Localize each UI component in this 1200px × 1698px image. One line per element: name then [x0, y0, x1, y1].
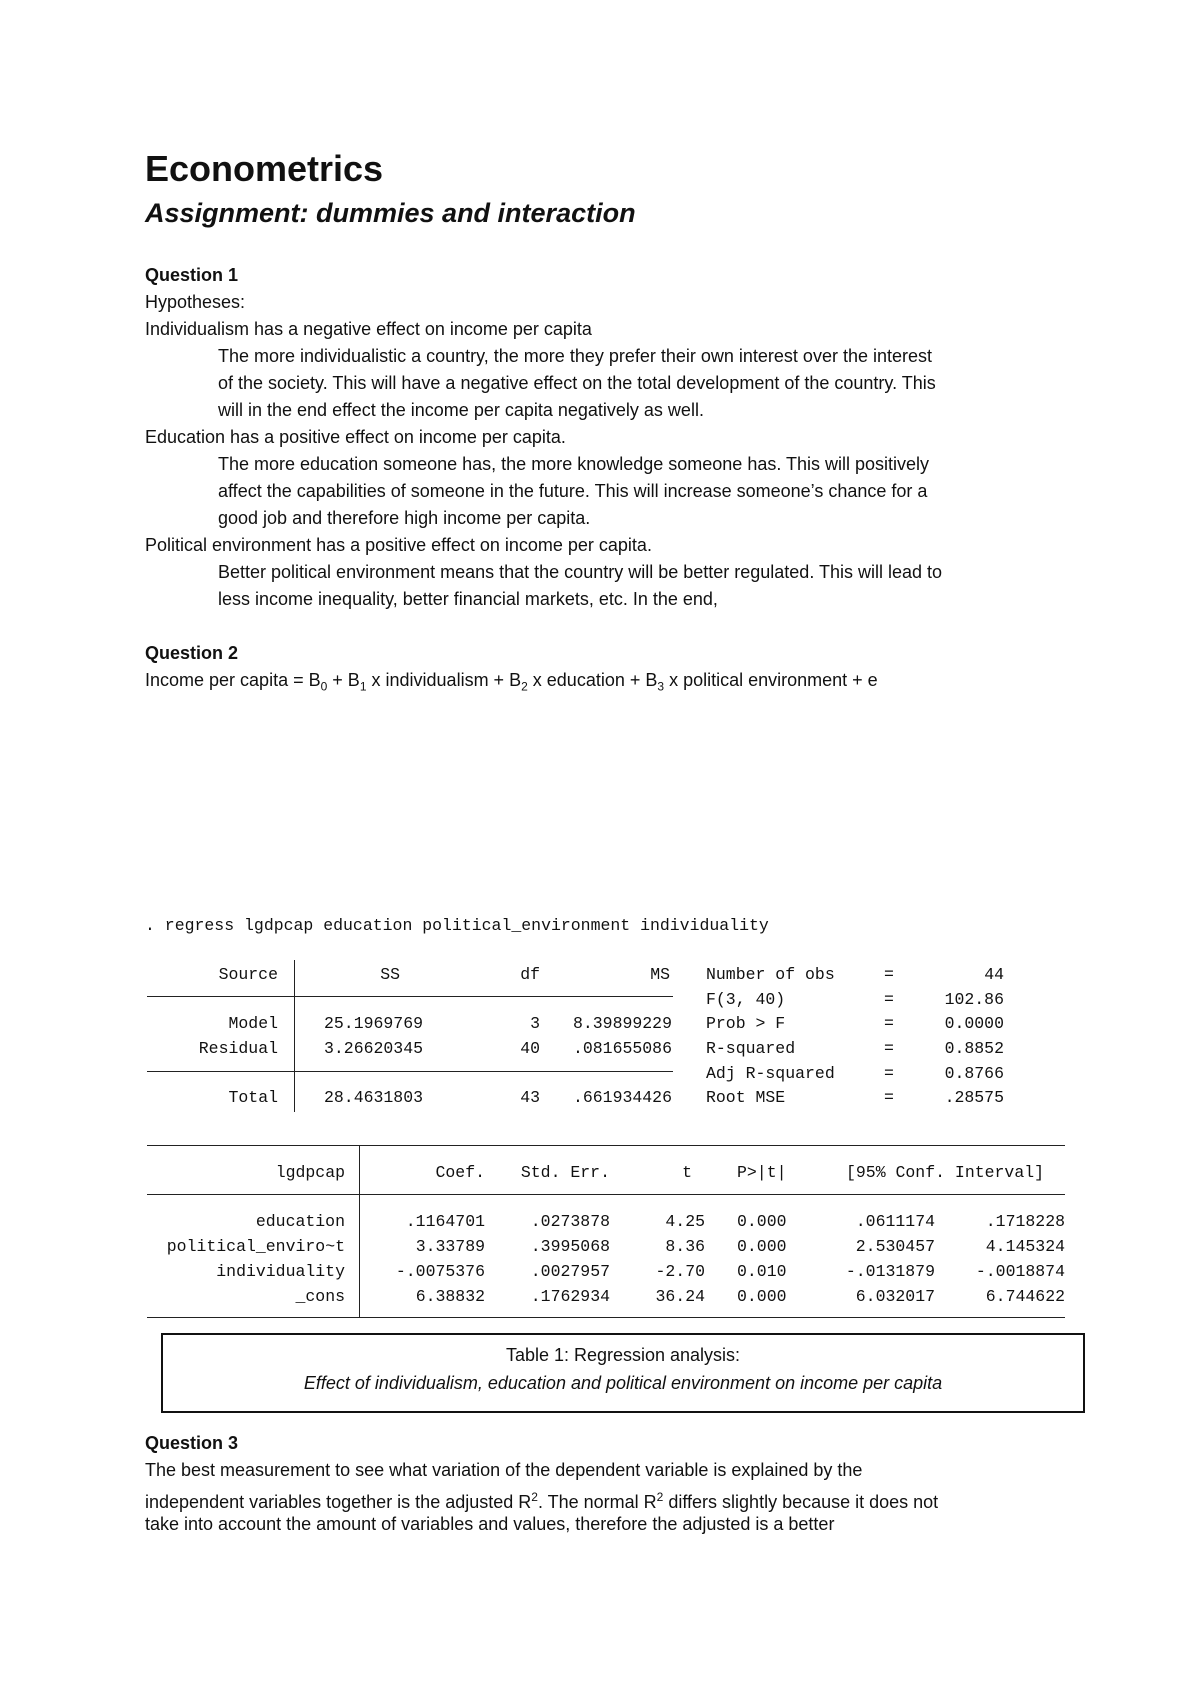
question-2-heading: Question 2	[145, 643, 239, 663]
caption-description: Effect of individualism, education and political environment on income per capita	[303, 1373, 943, 1393]
stat-eq: =	[884, 990, 894, 1009]
coef-p: 0.000	[737, 1287, 787, 1306]
stat-value: 0.0000	[944, 1014, 1004, 1033]
hypothesis-1-title: Individualism has a negative effect on income per capita	[145, 319, 592, 339]
stat-label: Prob > F	[706, 1014, 786, 1033]
anova-rule	[147, 1071, 673, 1072]
coef-var: individuality	[216, 1262, 345, 1281]
coef-top-rule	[147, 1145, 1065, 1146]
hypothesis-1-line: The more individualistic a country, the more they prefer their own interest over the interest	[218, 346, 932, 366]
coef-p: 0.000	[737, 1237, 787, 1256]
regression-equation: Income per capita = $B_0 + B_1$ x individualism + $B_2$ x education + $B_3$ x political environment + e	[145, 670, 878, 694]
coef-header-p: P>|t|	[737, 1163, 787, 1182]
anova-source: Residual	[198, 1039, 278, 1058]
stat-value: 0.8766	[944, 1064, 1004, 1083]
anova-df: 40	[520, 1039, 540, 1058]
stat-value: 0.8852	[944, 1039, 1004, 1058]
question-1-heading: Question 1	[145, 265, 239, 285]
stat-label: Root MSE	[706, 1088, 786, 1107]
coef-value: 3.33789	[415, 1237, 485, 1256]
coef-var: political_enviro~t	[166, 1237, 345, 1256]
hypothesis-1-line: of the society. This will have a negative effect on the total development of the country. This	[218, 373, 936, 393]
hypothesis-2-title: Education has a positive effect on income per capita.	[145, 427, 566, 447]
coef-ci-low: 6.032017	[855, 1287, 935, 1306]
table-caption	[161, 1333, 1085, 1413]
coef-p: 0.010	[737, 1262, 787, 1281]
coef-header-rule	[147, 1194, 1065, 1195]
coef-header-var: lgdpcap	[275, 1163, 345, 1182]
coef-bottom-rule	[147, 1317, 1065, 1318]
coef-header-coef: Coef.	[435, 1163, 485, 1182]
coef-ci-high: 6.744622	[985, 1287, 1065, 1306]
anova-df: 3	[530, 1014, 540, 1033]
hypothesis-2-line: affect the capabilities of someone in the future. This will increase someone’s chance for a	[218, 481, 928, 501]
stat-eq: =	[884, 1014, 894, 1033]
anova-divider	[294, 960, 295, 1112]
coef-value: .1164701	[405, 1212, 485, 1231]
coef-header-se: Std. Err.	[520, 1163, 610, 1182]
hypothesis-3-line: less income inequality, better financial markets, etc. In the end,	[218, 589, 718, 609]
stat-label: Adj R-squared	[706, 1064, 835, 1083]
hypotheses-label: Hypotheses:	[145, 292, 246, 312]
coef-header-t: t	[682, 1163, 692, 1182]
stat-eq: =	[884, 1064, 894, 1083]
coef-t: 36.24	[655, 1287, 705, 1306]
stat-label: Number of obs	[706, 965, 835, 984]
coef-t: 4.25	[665, 1212, 705, 1231]
question-3-line: The best measurement to see what variation of the dependent variable is explained by the	[145, 1460, 863, 1480]
anova-ms: 8.39899229	[572, 1014, 672, 1033]
anova-header-source: Source	[218, 965, 278, 984]
coef-var: education	[255, 1212, 345, 1231]
stat-eq: =	[884, 965, 894, 984]
stat-value: 102.86	[944, 990, 1004, 1009]
caption-title: Table 1: Regression analysis:	[505, 1345, 741, 1365]
stat-eq: =	[884, 1088, 894, 1107]
anova-ss: 28.4631803	[324, 1088, 424, 1107]
anova-rule	[147, 996, 673, 997]
coef-p: 0.000	[737, 1212, 787, 1231]
coef-ci-low: -.0131879	[845, 1262, 935, 1281]
coef-se: .3995068	[530, 1237, 610, 1256]
coef-value: 6.38832	[415, 1287, 485, 1306]
document-subtitle: Assignment: dummies and interaction	[145, 198, 636, 228]
coef-var: _cons	[295, 1287, 345, 1306]
stat-label: F(3, 40)	[706, 990, 786, 1009]
stat-label: R-squared	[706, 1039, 796, 1058]
anova-header-df: df	[520, 965, 540, 984]
coef-header-ci: [95% Conf. Interval]	[846, 1163, 1045, 1182]
coef-se: .0027957	[530, 1262, 610, 1281]
anova-ms: .661934426	[572, 1088, 672, 1107]
coef-t: -2.70	[655, 1262, 705, 1281]
anova-header-ss: SS	[380, 965, 400, 984]
question-3-line: take into account the amount of variables and values, therefore the adjusted is a better	[145, 1514, 835, 1534]
hypothesis-3-line: Better political environment means that the country will be better regulated. This will lead to	[218, 562, 943, 582]
anova-header-ms: MS	[650, 965, 670, 984]
anova-df: 43	[520, 1088, 540, 1107]
coef-se: .0273878	[530, 1212, 610, 1231]
anova-ss: 3.26620345	[324, 1039, 424, 1058]
hypothesis-1-line: will in the end effect the income per capita negatively as well.	[218, 400, 704, 420]
anova-ms: .081655086	[572, 1039, 672, 1058]
coef-divider	[359, 1145, 360, 1317]
coef-value: -.0075376	[395, 1262, 485, 1281]
anova-ss: 25.1969769	[324, 1014, 424, 1033]
hypothesis-2-line: The more education someone has, the more knowledge someone has. This will positively	[218, 454, 930, 474]
coef-ci-high: -.0018874	[975, 1262, 1065, 1281]
anova-source: Total	[228, 1088, 278, 1107]
stata-command: . regress lgdpcap education political_environment individuality	[145, 916, 769, 935]
coef-ci-high: .1718228	[985, 1212, 1065, 1231]
document-title: Econometrics	[145, 148, 384, 189]
coef-se: .1762934	[530, 1287, 610, 1306]
stat-value: .28575	[944, 1088, 1004, 1107]
coef-ci-low: .0611174	[855, 1212, 935, 1231]
coef-t: 8.36	[665, 1237, 705, 1256]
coef-ci-high: 4.145324	[985, 1237, 1065, 1256]
hypothesis-2-line: good job and therefore high income per capita.	[218, 508, 591, 528]
question-3-heading: Question 3	[145, 1433, 239, 1453]
anova-source: Model	[228, 1014, 278, 1033]
stat-eq: =	[884, 1039, 894, 1058]
hypothesis-3-title: Political environment has a positive effect on income per capita.	[145, 535, 652, 555]
stat-value: 44	[984, 965, 1004, 984]
question-3-line: independent variables together is the adjusted $R^2$. The normal $R^2$ differs slightly because it does not	[145, 1490, 939, 1512]
coef-ci-low: 2.530457	[855, 1237, 935, 1256]
